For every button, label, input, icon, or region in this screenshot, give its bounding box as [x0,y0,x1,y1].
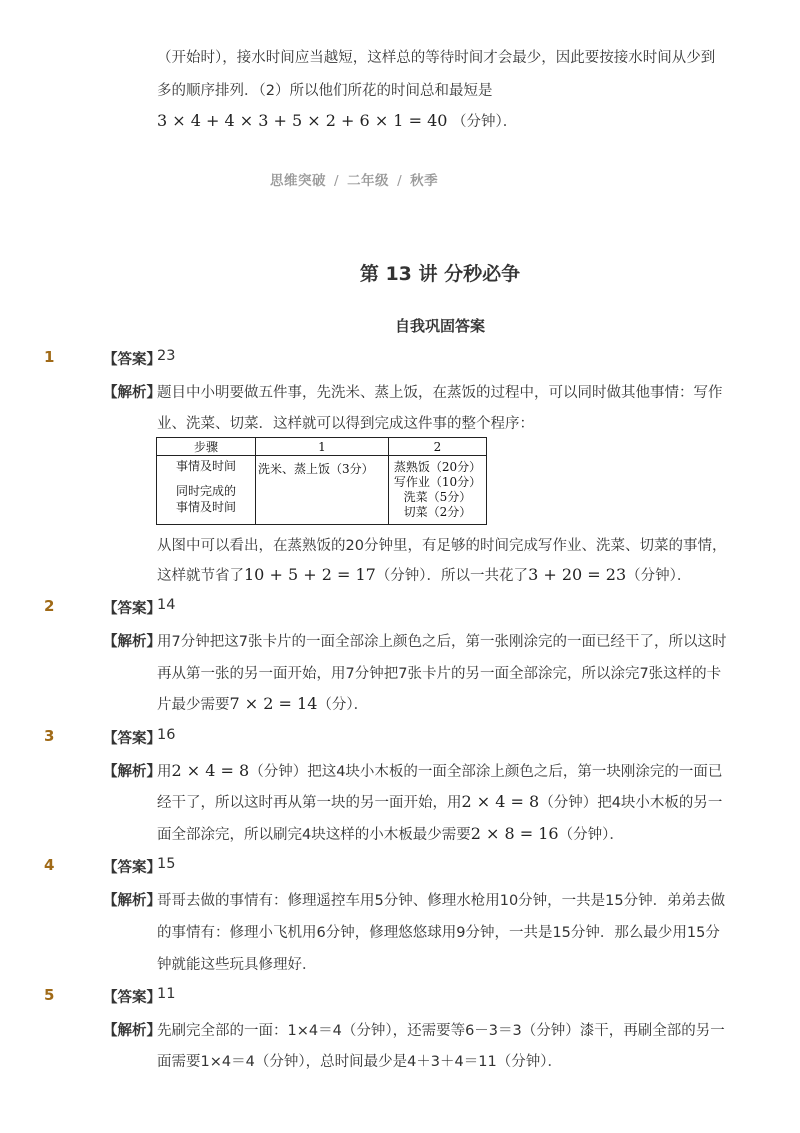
text-segment: 片最少需要 [157,697,230,713]
q3-analysis-line-1 [157,760,722,781]
table-row-label-2 [157,474,256,525]
table-cell-step1: 洗米、蒸上饭（3分） [256,456,389,525]
top-formula-unit: （分钟）． [452,114,518,130]
step2-item: 蒸熟饭（20分） [393,460,482,474]
q4-analysis-line-2: 的事情有：修理小飞机用6分钟，修理悠悠球用9分钟，一共是15分钟．那么最少用15分 [157,925,720,941]
table-header-step: 步骤 [157,438,256,456]
formula: 10 + 5 + 2 = 17 [244,565,376,584]
text-segment: 这样就节省了 [157,568,244,584]
text-segment: 经干了，所以这时再从第一块的另一面开始，用 [157,795,462,811]
table-row [157,438,487,456]
q3-answer: 16 [157,727,176,743]
answer-label: 【答案】 [103,352,161,368]
q4-answer: 15 [157,856,176,872]
text-segment: （分钟）．所以一共花了 [375,568,529,584]
question-number-5: 5 [44,986,55,1004]
question-number-4: 4 [44,856,55,874]
answer-label: 【答案】 [103,601,161,617]
table-header-2: 2 [389,438,487,456]
answer-label: 【答案】 [103,731,161,747]
step2-item: 洗菜（5分） [403,490,472,504]
analysis-label: 【解析】 [103,634,161,650]
q1-answer: 23 [157,348,176,364]
row-label-line: 事情及时间 [175,500,236,514]
formula: 2 × 4 = 8 [171,761,250,780]
top-line-1: （开始时），接水时间应当越短，这样总的等待时间才会最少，因此要按接水时间从少到 [157,50,716,66]
q1-analysis-line-2: 业、洗菜、切菜．这样就可以得到完成这件事的整个程序： [157,416,534,432]
text-segment: （分钟）． [558,827,624,843]
text-segment: （分）． [317,697,369,713]
q5-answer: 11 [157,986,176,1002]
footer-sep: / [397,173,403,189]
table-row-label-1: 事情及时间 [157,456,256,475]
table-row [157,456,487,475]
formula: 7 × 2 = 14 [229,694,318,713]
q1-analysis-line-1: 题目中小明要做五件事，先洗米、蒸上饭，在蒸饭的过程中，可以同时做其他事情：写作 [157,385,723,401]
table-cell-step2 [389,456,487,525]
q5-analysis-line-1: 先刷完全部的一面：1×4＝4（分钟），还需要等6－3＝3（分钟）漆干，再刷全部的另一 [157,1023,725,1039]
text-segment: （分钟）． [626,568,692,584]
page-footer [270,169,438,189]
q1-analysis-line-4 [157,564,691,585]
answer-label: 【答案】 [103,860,161,876]
analysis-label: 【解析】 [103,893,161,909]
text-segment: 面全部涂完，所以刷完4块这样的小木板最少需要 [157,827,471,843]
q4-analysis-line-1: 哥哥去做的事情有：修理遥控车用5分钟、修理水枪用10分钟，一共是15分钟．弟弟去做 [157,893,726,909]
q5-analysis-line-2: 面需要1×4＝4（分钟），总时间最少是4＋3＋4＝11（分钟）． [157,1054,562,1070]
formula: 2 × 8 = 16 [470,824,559,843]
step2-item: 切菜（2分） [403,505,472,519]
footer-term: 秋季 [410,173,439,189]
question-number-3: 3 [44,727,55,745]
section-title: 自我巩固答案 [394,317,485,335]
top-formula: 3 × 4 + 4 × 3 + 5 × 2 + 6 × 1 = 40 [157,111,448,130]
q2-analysis-line-1: 用7分钟把这7张卡片的一面全部涂上颜色之后，第一张刚涂完的一面已经干了，所以这时 [157,634,727,650]
table-header-1: 1 [256,438,389,456]
q1-analysis-line-3: 从图中可以看出，在蒸熟饭的20分钟里，有足够的时间完成写作业、洗菜、切菜的事情， [157,538,727,554]
footer-sep: / [334,173,340,189]
steps-table [156,437,487,525]
formula: 2 × 4 = 8 [461,792,540,811]
q4-analysis-line-3: 钟就能这些玩具修理好． [157,957,317,973]
top-line-2: 多的顺序排列．（2）所以他们所花的时间总和最短是 [157,83,493,99]
lesson-title: 第 13 讲 分秒必争 [359,263,521,285]
analysis-label: 【解析】 [103,385,161,401]
step2-item: 写作业（10分） [393,475,482,489]
answer-label: 【答案】 [103,990,161,1006]
analysis-label: 【解析】 [103,1023,161,1039]
top-line-3 [157,110,517,131]
text-segment: （分钟）把这4块小木板的一面全部涂上颜色之后，第一块刚涂完的一面已 [249,764,723,780]
question-number-2: 2 [44,597,55,615]
q2-analysis-line-2: 再从第一张的另一面开始，用7分钟把7张卡片的另一面全部涂完，所以涂完7张这样的卡 [157,666,722,682]
q2-answer: 14 [157,597,176,613]
row-label-line: 同时完成的 [175,484,236,498]
analysis-label: 【解析】 [103,764,161,780]
text-segment: （分钟）把4块小木板的另一 [539,795,723,811]
q3-analysis-line-2 [157,791,722,812]
formula: 3 + 20 = 23 [528,565,627,584]
q2-analysis-line-3 [157,693,368,714]
question-number-1: 1 [44,348,55,366]
footer-book: 思维突破 [270,173,326,189]
q3-analysis-line-3 [157,823,624,844]
text-segment: 用 [157,764,172,780]
footer-grade: 二年级 [347,173,390,189]
